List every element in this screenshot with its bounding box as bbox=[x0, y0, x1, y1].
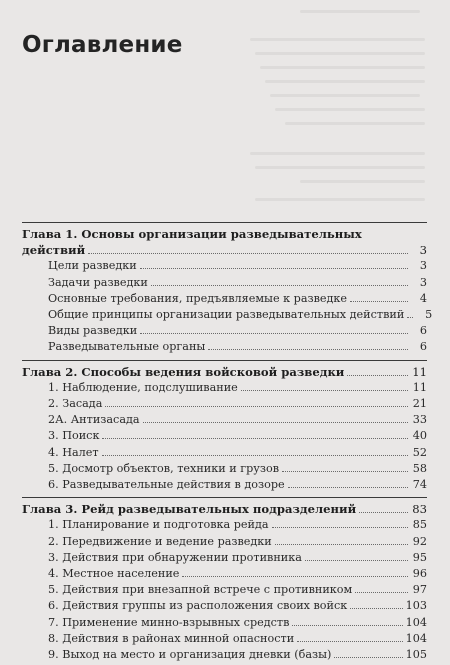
toc-entry[interactable] bbox=[22, 461, 427, 477]
page-number: 6 bbox=[419, 340, 427, 354]
toc-entry[interactable] bbox=[22, 380, 427, 396]
entry-title: 3. Действия при обнаружении противника bbox=[48, 550, 302, 564]
dot-leader bbox=[143, 422, 408, 423]
chapter-heading-line[interactable] bbox=[22, 226, 427, 242]
chapter-heading-line[interactable] bbox=[22, 364, 427, 380]
dot-leader bbox=[355, 592, 408, 593]
entry-title: 6. Действия группы из расположения своих войск bbox=[48, 599, 348, 613]
dot-leader bbox=[275, 544, 408, 545]
dot-leader bbox=[140, 333, 408, 334]
chapter-heading-line[interactable] bbox=[22, 242, 427, 258]
chapter-heading: Глава 2. Способы ведения войсковой разведки bbox=[22, 364, 345, 379]
dot-leader bbox=[297, 641, 402, 642]
page-number: 97 bbox=[412, 583, 427, 597]
page-number: 92 bbox=[412, 534, 427, 548]
entry-title: 4. Налет bbox=[48, 445, 99, 459]
page-number: 104 bbox=[405, 631, 427, 645]
chapter-section bbox=[22, 222, 433, 356]
page-number: 85 bbox=[412, 518, 427, 532]
toc-entry[interactable] bbox=[22, 412, 427, 428]
page-number: 3 bbox=[419, 275, 427, 289]
dot-leader bbox=[292, 625, 402, 626]
entry-title: Разведывательные органы bbox=[48, 340, 206, 354]
toc-entry[interactable] bbox=[22, 631, 427, 647]
page-number: 96 bbox=[412, 567, 427, 581]
entry-title: 8. Действия в районах минной опасности bbox=[48, 631, 295, 645]
table-of-contents bbox=[22, 222, 433, 663]
dot-leader bbox=[350, 301, 408, 302]
chapter-heading: Глава 1. Основы организации разведывательных bbox=[22, 227, 362, 241]
dot-leader bbox=[182, 576, 408, 577]
page-number: 5 bbox=[425, 308, 433, 322]
page-number: 3 bbox=[419, 259, 427, 273]
page-number: 58 bbox=[412, 461, 427, 475]
toc-entry[interactable] bbox=[22, 598, 427, 614]
page-number: 105 bbox=[405, 648, 427, 662]
entry-title: 7. Применение минно-взрывных средств bbox=[48, 615, 290, 629]
toc-entry[interactable] bbox=[22, 615, 427, 631]
toc-entry[interactable] bbox=[22, 307, 433, 323]
dot-leader bbox=[288, 487, 408, 488]
entry-title: 1. Планирование и подготовка рейда bbox=[48, 518, 269, 532]
entry-title: Основные требования, предъявляемые к разведке bbox=[48, 291, 348, 305]
dot-leader bbox=[350, 608, 402, 609]
dot-leader bbox=[102, 438, 408, 439]
dot-leader bbox=[334, 657, 402, 658]
entry-title: 6. Разведывательные действия в дозоре bbox=[48, 478, 285, 492]
toc-entry[interactable] bbox=[22, 396, 427, 412]
entry-title: Общие принципы организации разведывательных действий bbox=[48, 308, 405, 322]
page-number: 83 bbox=[412, 502, 427, 517]
page-number: 11 bbox=[412, 364, 427, 379]
toc-entry[interactable] bbox=[22, 428, 427, 444]
dot-leader bbox=[151, 285, 408, 286]
page-number: 74 bbox=[412, 478, 427, 492]
entry-title: 5. Досмотр объектов, техники и грузов bbox=[48, 461, 279, 475]
page-number: 4 bbox=[419, 291, 427, 305]
entry-title: 2. Засада bbox=[48, 397, 103, 411]
chapter-heading-continuation: действий bbox=[22, 243, 86, 258]
toc-entry[interactable] bbox=[22, 445, 427, 461]
entry-title: 4. Местное население bbox=[48, 567, 180, 581]
toc-entry[interactable] bbox=[22, 258, 427, 274]
page-title: Оглавление bbox=[22, 32, 183, 58]
page-number: 33 bbox=[412, 413, 427, 427]
entry-title: 1. Наблюдение, подслушивание bbox=[48, 380, 238, 394]
page-number: 52 bbox=[412, 445, 427, 459]
dot-leader bbox=[272, 527, 408, 528]
toc-entry[interactable] bbox=[22, 517, 427, 533]
entry-title: Задачи разведки bbox=[48, 275, 148, 289]
chapter-heading-line[interactable] bbox=[22, 501, 427, 517]
toc-entry[interactable] bbox=[22, 275, 427, 291]
page-number: 6 bbox=[419, 324, 427, 338]
dot-leader bbox=[305, 560, 408, 561]
toc-entry[interactable] bbox=[22, 566, 427, 582]
dot-leader bbox=[105, 406, 408, 407]
dot-leader bbox=[88, 253, 408, 254]
entry-title: 3. Поиск bbox=[48, 429, 100, 443]
dot-leader bbox=[208, 349, 408, 350]
entry-title: 9. Выход на место и организация дневки (базы) bbox=[48, 648, 332, 662]
dot-leader bbox=[102, 455, 408, 456]
page-number: 21 bbox=[412, 397, 427, 411]
entry-title: Цели разведки bbox=[48, 259, 137, 273]
toc-entry[interactable] bbox=[22, 477, 427, 493]
page-number: 95 bbox=[412, 550, 427, 564]
toc-entry[interactable] bbox=[22, 550, 427, 566]
toc-entry[interactable] bbox=[22, 339, 427, 355]
dot-leader bbox=[347, 375, 408, 376]
toc-entry[interactable] bbox=[22, 582, 427, 598]
chapter-section bbox=[22, 497, 427, 663]
page-number: 104 bbox=[405, 615, 427, 629]
page-number: 103 bbox=[405, 599, 427, 613]
toc-entry[interactable] bbox=[22, 323, 427, 339]
entry-title: 5. Действия при внезапной встрече с противником bbox=[48, 583, 353, 597]
dot-leader bbox=[241, 390, 408, 391]
entry-title: 2. Передвижение и ведение разведки bbox=[48, 534, 272, 548]
dot-leader bbox=[359, 512, 408, 513]
page-number: 40 bbox=[412, 429, 427, 443]
page-number: 3 bbox=[419, 243, 427, 258]
toc-entry[interactable] bbox=[22, 647, 427, 663]
page-number: 11 bbox=[412, 380, 427, 394]
chapter-heading: Глава 3. Рейд разведывательных подразделений bbox=[22, 502, 357, 517]
dot-leader bbox=[407, 317, 413, 318]
chapter-section bbox=[22, 360, 427, 494]
entry-title: 2А. Антизасада bbox=[48, 413, 140, 427]
toc-entry[interactable] bbox=[22, 291, 427, 307]
entry-title: Виды разведки bbox=[48, 324, 138, 338]
dot-leader bbox=[282, 471, 408, 472]
toc-entry[interactable] bbox=[22, 534, 427, 550]
dot-leader bbox=[140, 268, 408, 269]
